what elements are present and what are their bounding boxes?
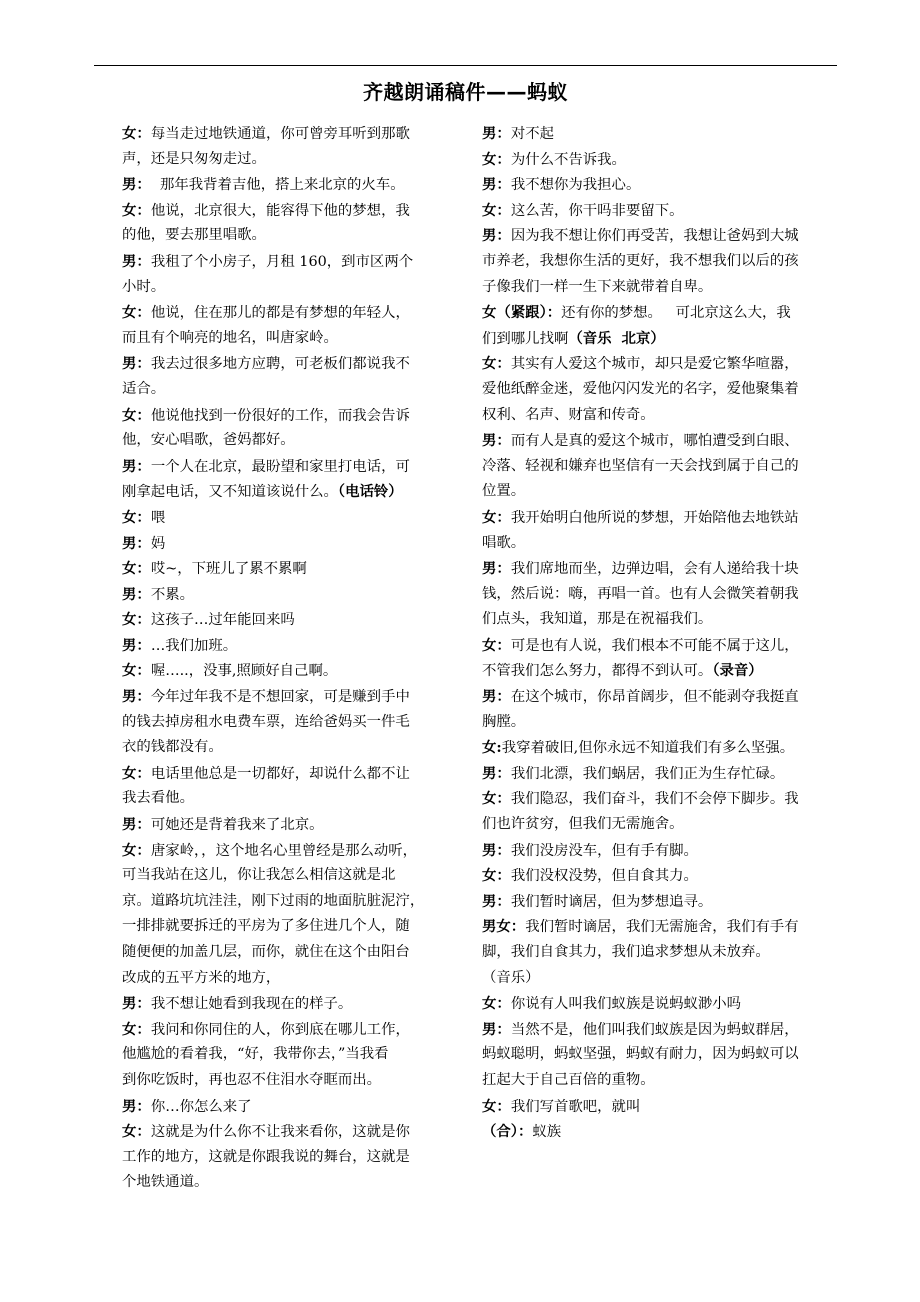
speaker-label: 男 — [482, 176, 497, 194]
line-text: 扛起大于自己百倍的重物。 — [482, 1071, 655, 1088]
line-text: 市养老，我想你生活的更好，我不想我们以后的孩 — [482, 252, 799, 269]
dialogue-continuation — [122, 889, 455, 915]
line-text: 那年我背着吉他，搭上来北京的火车。 — [150, 177, 405, 194]
line-text: 我穿着破旧,但你永远不知道我们有多么坚强。 — [501, 740, 795, 757]
dialogue-continuation — [482, 658, 842, 684]
speaker-separator: ： — [496, 355, 511, 373]
line-text: 我问和你同住的人，你到底在哪儿工作， — [150, 1021, 410, 1038]
line-text: 权利、名声、财富和传奇。 — [482, 406, 655, 423]
line-text: 为什么不告诉我。 — [510, 151, 626, 168]
line-text: 对不起 — [510, 126, 554, 142]
speaker-separator: ： — [136, 125, 151, 142]
speaker-separator: ： — [136, 355, 151, 373]
line-text: 一个人在北京，最盼望和家里打电话，可 — [150, 458, 410, 475]
line-text: 我们没权没势，但自食其力。 — [510, 868, 698, 885]
speaker-separator: ： — [136, 560, 151, 578]
line-text: 京。道路坑坑洼洼，刚下过雨的地面肮脏泥泞， — [122, 892, 425, 909]
line-text: （音乐） — [482, 969, 540, 986]
speaker-label: 女 — [482, 636, 497, 654]
line-text: 他尴尬的看着我，“好，我带你去，”当我看 — [122, 1046, 389, 1063]
speaker-separator: ： — [136, 304, 151, 322]
line-text: 他，安心唱歌，爸妈都好。 — [122, 432, 295, 449]
speaker-label: 男 — [122, 636, 137, 654]
speaker-label: 男 — [122, 1097, 137, 1115]
dialogue-line — [122, 991, 455, 1017]
line-text: 妈 — [150, 535, 166, 552]
speaker-separator: ： — [136, 1097, 151, 1115]
line-text: 改成的五平方米的地方， — [122, 969, 281, 986]
dialogue-continuation — [482, 582, 842, 608]
dialogue-continuation — [122, 914, 455, 940]
speaker-separator: ： — [136, 252, 151, 270]
speaker-separator: ： — [496, 636, 511, 654]
line-text: 钱，然后说：嗨，再唱一首。也有人会微笑着朝我 — [482, 585, 799, 602]
dialogue-continuation — [482, 1042, 842, 1068]
line-text: 你…你怎么来了 — [150, 1098, 252, 1115]
dialogue-line — [482, 351, 842, 377]
speaker-separator: ： — [136, 662, 151, 680]
dialogue-continuation — [482, 403, 842, 429]
speaker-label: 女 — [122, 406, 137, 424]
line-text: 我去过很多地方应聘，可老板们都说我不 — [150, 356, 410, 373]
speaker-separator: ： — [136, 176, 151, 194]
dialogue-line — [122, 812, 455, 838]
speaker-label: 女 — [122, 611, 137, 629]
dialogue-line — [122, 351, 455, 377]
right-column — [482, 121, 842, 1145]
dialogue-continuation — [482, 275, 842, 301]
dialogue-line — [482, 1119, 842, 1145]
line-text: 刚拿起电话，又不知道该说什么。 — [122, 484, 338, 501]
dialogue-continuation — [482, 479, 842, 505]
dialogue-line — [122, 556, 455, 582]
speaker-label: 女 — [122, 764, 137, 782]
speaker-label: 男 — [122, 534, 137, 552]
speaker-label: 女 — [482, 1097, 497, 1115]
line-text: 工作的地方，这就是你跟我说的舞台，这就是 — [122, 1148, 410, 1165]
speaker-label: 女 — [122, 508, 137, 526]
dialogue-line — [482, 198, 842, 224]
speaker-separator: ： — [496, 995, 511, 1013]
speaker-label: 女 — [122, 201, 137, 219]
speaker-separator: ： — [136, 1123, 151, 1141]
line-text: 他说，住在那儿的都是有梦想的年轻人， — [150, 305, 410, 322]
line-text: 哎~，下班儿了累不累啊 — [150, 561, 307, 578]
speaker-separator: ： — [496, 201, 511, 219]
line-text: 而且有个响亮的地名，叫唐家岭。 — [122, 329, 338, 346]
line-text: 可是也有人说，我们根本不可能不属于这儿， — [510, 637, 799, 654]
line-text: 可当我站在这儿，你让我怎么相信这就是北 — [122, 867, 396, 884]
dialogue-line — [482, 505, 842, 531]
speaker-label: 男 — [122, 688, 137, 706]
dialogue-line — [122, 1094, 455, 1120]
line-text: 冷落、轻视和嫌弃也坚信有一天会找到属于自己的 — [482, 457, 799, 474]
dialogue-continuation — [122, 223, 455, 249]
line-text: 我去看他。 — [122, 790, 194, 807]
line-text: 我开始明白他所说的梦想，开始陪他去地铁站 — [510, 509, 799, 526]
speaker-separator: ： — [496, 508, 511, 526]
speaker-label: 男 — [122, 457, 137, 475]
line-text: 的钱去掉房租水电费车票，连给爸妈买一件毛 — [122, 713, 410, 730]
speaker-separator: ： — [496, 176, 511, 194]
dialogue-line — [482, 735, 842, 761]
line-text: 蚂蚁聪明，蚂蚁坚强，蚂蚁有耐力，因为蚂蚁可以 — [482, 1046, 799, 1063]
line-text: 而有人是真的爱这个城市，哪怕遭受到白眼、 — [510, 433, 799, 450]
line-text: 我不想让她看到我现在的样子。 — [150, 996, 353, 1013]
stage-cue: （音乐 北京） — [568, 329, 665, 347]
speaker-label: 男 — [482, 560, 497, 578]
line-text: 脚，我们自食其力，我们追求梦想从未放弃。 — [482, 944, 770, 960]
dialogue-line — [482, 223, 842, 249]
dialogue-continuation — [122, 326, 455, 352]
line-text: 我不想你为我担心。 — [510, 177, 641, 194]
speaker-separator: ： — [136, 508, 151, 526]
dialogue-line — [122, 1119, 455, 1145]
speaker-label: 女 — [482, 508, 497, 526]
speaker-label: （合） — [482, 1123, 518, 1141]
dialogue-line — [122, 531, 455, 557]
speaker-label: 女 — [482, 150, 497, 168]
speaker-separator: ： — [136, 534, 151, 552]
speaker-label: 男 — [482, 1020, 497, 1038]
line-text: 我们隐忍，我们奋斗，我们不会停下脚步。我 — [510, 791, 799, 808]
line-text: 还有你的梦想。 可北京这么大，我 — [561, 305, 791, 322]
dialogue-continuation — [122, 1145, 455, 1171]
dialogue-line — [122, 633, 455, 659]
line-text: 不累。 — [150, 586, 194, 603]
dialogue-line — [482, 786, 842, 812]
dialogue-line — [482, 838, 842, 864]
line-text: 这孩子…过年能回来吗 — [150, 612, 295, 629]
line-text: 我们没房没车，但有手有脚。 — [510, 842, 698, 859]
dialogue-line — [122, 607, 455, 633]
speaker-separator: ： — [136, 764, 151, 782]
dialogue-continuation — [122, 863, 455, 889]
dialogue-line — [122, 582, 455, 608]
speaker-separator: ： — [496, 892, 511, 910]
dialogue-continuation — [122, 710, 455, 736]
dialogue-line — [122, 838, 455, 864]
dialogue-line — [482, 863, 842, 889]
dialogue-line — [482, 914, 842, 940]
line-text: 爱他纸醉金迷，爱他闪闪发光的名字，爱他聚集着 — [482, 380, 799, 397]
speaker-label: 男女 — [482, 918, 511, 936]
line-text: 每当走过地铁通道，你可曾旁耳听到那歌 — [150, 126, 410, 142]
line-text: 唱歌。 — [482, 534, 526, 551]
line-text: 胸膛。 — [482, 713, 526, 730]
speaker-separator: ： — [496, 1020, 511, 1038]
speaker-separator: ： — [496, 1097, 511, 1115]
line-text: 们到哪儿找啊 — [482, 330, 569, 347]
dialogue-line — [122, 1017, 455, 1043]
speaker-separator: ： — [510, 918, 526, 936]
dialogue-line — [122, 121, 455, 147]
speaker-separator: ： — [496, 764, 511, 782]
dialogue-continuation — [482, 710, 842, 736]
speaker-separator: ： — [136, 1020, 151, 1038]
line-text: 其实有人爱这个城市，却只是爱它繁华喧嚣， — [510, 356, 799, 373]
dialogue-continuation — [482, 531, 842, 557]
line-text: 因为我不想让你们再受苦，我想让爸妈到大城 — [510, 228, 799, 245]
dialogue-continuation — [122, 940, 455, 966]
dialogue-continuation — [482, 1068, 842, 1094]
line-text: 随便便的加盖几层，而你，就住在这个由阳台 — [122, 944, 410, 960]
speaker-label: 女 — [482, 201, 497, 219]
dialogue-continuation — [482, 966, 842, 992]
speaker-separator: ： — [517, 1123, 533, 1141]
line-text: 喔…..，没事,照顾好自己啊。 — [150, 663, 338, 680]
line-text: 在这个城市，你昂首阔步，但不能剥夺我挺直 — [510, 689, 799, 706]
dialogue-line — [482, 633, 842, 659]
speaker-label: 女 — [122, 1123, 137, 1141]
line-text: 们点头，我知道，那是在祝福我们。 — [482, 611, 713, 628]
speaker-label: 男 — [482, 125, 497, 142]
speaker-separator: ： — [496, 125, 511, 142]
line-text: 你说有人叫我们蚁族是说蚂蚁渺小吗 — [510, 996, 742, 1013]
line-text: 今年过年我不是不想回家，可是赚到手中 — [150, 689, 410, 706]
header-rule — [94, 65, 837, 66]
dialogue-continuation — [482, 607, 842, 633]
dialogue-continuation — [122, 735, 455, 761]
line-text: 他说，北京很大，能容得下他的梦想，我 — [150, 202, 410, 219]
speaker-label: 女 — [122, 841, 137, 859]
dialogue-line — [122, 249, 455, 275]
line-text: 唐家岭，，这个地名心里曾经是那么动听， — [150, 842, 418, 859]
dialogue-continuation — [122, 147, 455, 173]
line-text: 位置。 — [482, 483, 526, 500]
speaker-label: 女 — [482, 867, 497, 885]
speaker-label: 女 — [482, 739, 497, 757]
dialogue-continuation — [122, 966, 455, 992]
speaker-separator: ： — [136, 636, 151, 654]
line-text: 到你吃饭时，再也忍不住泪水夺眶而出。 — [122, 1071, 382, 1088]
line-text: 的他，要去那里唱歌。 — [122, 227, 266, 244]
speaker-separator: ： — [496, 688, 511, 706]
speaker-label: 男 — [122, 252, 137, 270]
speaker-separator: ： — [136, 611, 151, 629]
line-text: 个地铁通道。 — [122, 1174, 209, 1191]
dialogue-continuation — [482, 249, 842, 275]
speaker-separator: ： — [136, 688, 151, 706]
dialogue-line — [482, 428, 842, 454]
speaker-separator: ： — [136, 201, 151, 219]
dialogue-line — [122, 761, 455, 787]
speaker-separator: ： — [496, 867, 511, 885]
dialogue-continuation — [122, 479, 455, 505]
speaker-label: 女 — [122, 560, 137, 578]
line-text: 电话里他总是一切都好，却说什么都不让 — [150, 765, 410, 782]
dialogue-continuation — [122, 786, 455, 812]
line-text: 我租了个小房子，月租 160，到市区两个 — [150, 253, 414, 270]
speaker-label: 男 — [482, 688, 497, 706]
dialogue-line — [482, 556, 842, 582]
speaker-label: 男 — [482, 227, 497, 245]
line-text: 适合。 — [122, 380, 166, 397]
speaker-separator: ： — [136, 457, 151, 475]
line-text: 我们席地而坐，边弹边唱，会有人递给我十块 — [510, 561, 799, 578]
speaker-separator: ： — [136, 995, 151, 1013]
line-text: 我们写首歌吧，就叫 — [510, 1098, 641, 1115]
dialogue-line — [482, 889, 842, 915]
dialogue-line — [482, 1094, 842, 1120]
dialogue-continuation — [122, 1042, 455, 1068]
dialogue-line — [122, 505, 455, 531]
dialogue-line — [482, 684, 842, 710]
dialogue-continuation — [122, 377, 455, 403]
speaker-label: 男 — [122, 995, 137, 1013]
dialogue-continuation — [482, 812, 842, 838]
line-text: 们也许贫穷，但我们无需施舍。 — [482, 816, 684, 833]
speaker-label: 男 — [122, 816, 137, 834]
dialogue-line — [482, 147, 842, 173]
speaker-separator: : — [496, 739, 502, 757]
line-text: 我们暂时谪居，我们无需施舍，我们有手有 — [525, 919, 799, 936]
dialogue-line — [122, 658, 455, 684]
speaker-label: 男 — [122, 176, 137, 194]
stage-cue: （录音） — [712, 662, 763, 680]
speaker-label: 男 — [122, 355, 137, 373]
speaker-separator: ： — [136, 841, 151, 859]
line-text: 蚁族 — [532, 1124, 562, 1141]
speaker-label: 女 — [482, 790, 497, 808]
dialogue-line — [122, 684, 455, 710]
line-text: 我们暂时谪居，但为梦想追寻。 — [510, 893, 713, 910]
speaker-label: 女（紧跟） — [482, 304, 547, 322]
speaker-label: 男 — [482, 841, 497, 859]
speaker-separator: ： — [496, 790, 511, 808]
speaker-separator: ： — [496, 432, 511, 450]
speaker-label: 女 — [482, 995, 497, 1013]
speaker-separator: ： — [136, 816, 151, 834]
dialogue-line — [482, 300, 842, 326]
line-text: 这就是为什么你不让我来看你，这就是你 — [150, 1124, 410, 1141]
speaker-separator: ： — [136, 585, 151, 603]
dialogue-continuation — [122, 275, 455, 301]
speaker-separator: ： — [496, 560, 511, 578]
speaker-label: 男 — [482, 764, 497, 782]
line-text: …我们加班。 — [150, 637, 238, 654]
dialogue-continuation — [482, 377, 842, 403]
speaker-label: 女 — [122, 1020, 137, 1038]
dialogue-continuation — [122, 1068, 455, 1094]
line-text: 声，还是只匆匆走过。 — [122, 150, 266, 167]
dialogue-continuation — [122, 428, 455, 454]
speaker-label: 女 — [122, 662, 137, 680]
left-column — [122, 121, 455, 1196]
dialogue-continuation — [482, 940, 842, 966]
speaker-separator: ： — [496, 841, 511, 859]
line-text: 我们北漂，我们蜗居，我们正为生存忙碌。 — [510, 765, 785, 782]
line-text: 可她还是背着我来了北京。 — [150, 817, 324, 834]
speaker-separator: ： — [496, 150, 511, 168]
line-text: 不管我们怎么努力，都得不到认可。 — [482, 663, 713, 680]
dialogue-line — [482, 991, 842, 1017]
document-title: 齐越朗诵稿件——蚂蚁 — [363, 80, 568, 104]
dialogue-line — [482, 761, 842, 787]
line-text: 一排排就要拆迁的平房为了多住进几个人，随 — [122, 918, 410, 935]
dialogue-line — [122, 403, 455, 429]
speaker-separator: ： — [496, 227, 511, 245]
speaker-label: 女 — [482, 355, 497, 373]
speaker-separator: ： — [546, 304, 562, 322]
speaker-label: 男 — [122, 585, 137, 603]
speaker-label: 女 — [122, 125, 137, 142]
line-text: 衣的钱都没有。 — [122, 739, 223, 756]
speaker-label: 男 — [482, 892, 497, 910]
speaker-separator: ： — [136, 406, 151, 424]
line-text: 子像我们一样一生下来就带着自卑。 — [482, 278, 713, 295]
dialogue-line — [122, 198, 455, 224]
dialogue-line — [122, 172, 455, 198]
dialogue-line — [482, 172, 842, 198]
speaker-label: 女 — [122, 304, 137, 322]
dialogue-line — [122, 454, 455, 480]
speaker-label: 男 — [482, 432, 497, 450]
line-text: 小时。 — [122, 278, 166, 295]
dialogue-line — [122, 300, 455, 326]
stage-cue: （电话铃） — [337, 483, 403, 501]
dialogue-line — [482, 1017, 842, 1043]
dialogue-continuation — [482, 326, 842, 352]
dialogue-line — [482, 121, 842, 147]
line-text: 这么苦，你干吗非要留下。 — [510, 202, 684, 219]
line-text: 当然不是，他们叫我们蚁族是因为蚂蚁群居， — [510, 1021, 799, 1038]
dialogue-continuation — [122, 1170, 455, 1196]
dialogue-continuation — [482, 454, 842, 480]
line-text: 喂 — [150, 509, 166, 526]
line-text: 他说他找到一份很好的工作，而我会告诉 — [150, 407, 410, 424]
